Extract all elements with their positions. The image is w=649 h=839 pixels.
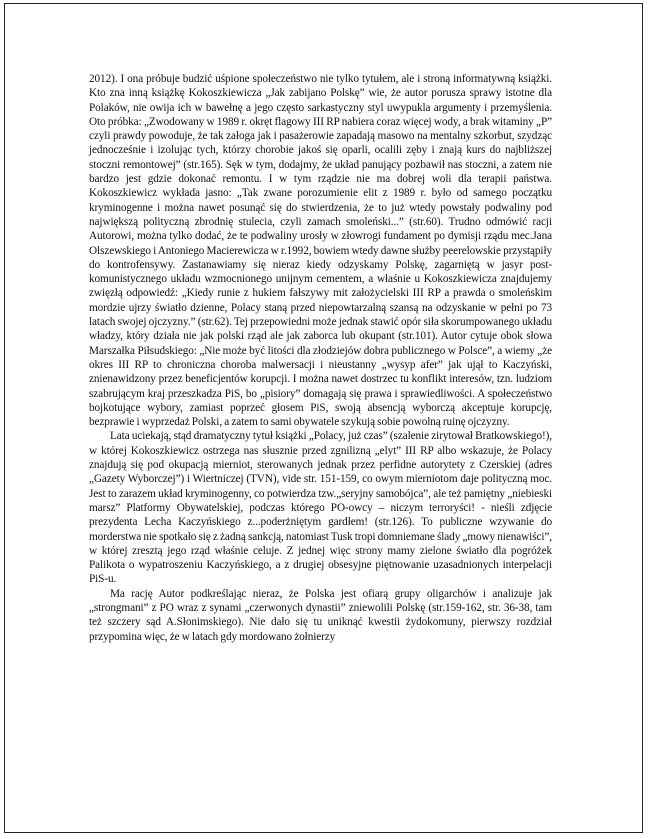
paragraph-2: Lata uciekają, stąd dramatyczny tytuł książki „Polacy, już czas” (szalenie zirytował Bratkowskiego!), w której Kokoszkiewicz ostrzega nas słusznie przed zgnilizną „elyt” III RP albo wskazuje, że Polacy znajdują się pod okupacją mierniot, sterowanych jednak przez perfidne autorytety z Czerskiej (adres „Gazety Wyborczej”) i Wiertniczej (TVN), vide str. 151-159, co owym mierniotom daje polityczną moc. Jest to zarazem układ kryminogenny, co potwierdza tzw.„seryjny samobójca”, ale też pamiętny „niebieski marsz” Platformy Obywatelskiej, podczas którego PO-owcy – niczym terroryści! - nieśli zdjęcie prezydenta Lecha Kaczyńskiego z...poderżniętym gardłem! (str.126). To publiczne wzywanie do morderstwa nie spotkało się z żadną sankcją, natomiast Tusk tropi domniemane ślady „mowy nienawiści”, w której zresztą jego rząd właśnie celuje. Z jednej więc strony mamy zielone światło dla pogróżek Palikota o wypatroszeniu Kaczyńskiego, a z drugiej obsesyjne piętnowanie uzasadnionych interpelacji PiS-u. <box>89 430 552 586</box>
paragraph-3: Ma rację Autor podkreślając nieraz, że Polska jest ofiarą grupy oligarchów i analizuje jak „strongmani” z PO wraz z synami „czerwonych dynastii” zniewolili Polskę (str.159-162, str. 36-38, tam też szczery sąd A.Słonimskiego). Nie dało się tu uniknąć kwestii żydokomuny, pierwszy rozdział przypomina więc, że w latach gdy mordowano żołnierzy <box>89 587 552 643</box>
document-body <box>89 72 552 644</box>
paragraph-1: 2012). I ona próbuje budzić uśpione społeczeństwo nie tylko tytułem, ale i stroną informatywną książki. Kto zna inną książkę Kokoszkiewicza „Jak zabijano Polskę” wie, że autor porusza sprawy istotne dla Polaków, nie owija ich w bawełnę a jego często sarkastyczny styl uwypukla argumenty i przemyślenia. Oto próbka: „Zwodowany w 1989 r. okręt flagowy III RP nabiera coraz więcej wody, a brak witaminy „P” czyli prawdy powoduje, że tak załoga jak i pasażerowie zapadają masowo na mentalny szkorbut, szydząc jednocześnie i izolując tych, którzy chorobie jakoś się oparli, ocalili zęby i znają kurs do najbliższej stoczni remontowej” (str.165). Sęk w tym, dodajmy, że układ panujący pozbawił nas stoczni, a zatem nie bardzo jest gdzie dokonać remontu. I w tym rządzie nie ma dobrej woli dla terapii państwa. Kokoszkiewicz wykłada jasno: „Tak zwane porozumienie elit z 1989 r. było od samego początku kryminogenne i można nawet posunąć się do stwierdzenia, że to już wtedy powstały podwaliny pod największą polityczną zbrodnię stulecia, czyli zamach smoleński...” (str.60). Trudno odmówić racji Autorowi, można tylko dodać, że te podwaliny urosły w złowrogi fundament po dymisji rządu mec.Jana Olszewskiego i Antoniego Macierewicza w r.1992, bowiem wtedy dawne służby peerelowskie przystąpiły do kontrofensywy. Zastanawiamy się nieraz kiedy odzyskamy Polskę, zagarniętą w jasyr post-komunistycznego układu wzmocnionego unijnym cementem, a właśnie u Kokoszkiewicza znajdujemy zwięzłą odpowiedź: „Kiedy runie z hukiem fałszywy mit założycielski III RP a prawda o smoleńskim mordzie ujrzy światło dzienne, Polacy staną przed niepowtarzalną szansą na odzyskanie w pełni po 73 latach swojej ojczyzny.” (str.62). Tej przepowiedni może jednak stawić opór siła skorumpowanego układu władzy, który działa nie jak polski rząd ale jak zaborca lub okupant (str.101). Autor cytuje obok słowa Marszałka Piłsudskiego: „Nie może być litości dla złodziejów dobra publicznego w Polsce”, a wiemy „że okres III RP to chroniczna choroba malwersacji i nieustanny „wysyp afer” jak ujął to Kaczyński, znienawidzony przez beneficjentów korupcji. I można nawet dostrzec tu konflikt interesów, tzn. ludziom szabrującym kraj przeszkadza PiS, bo „pisiory” domagają się prawa i sprawiedliwości. A społeczeństwo bojkotujące wybory, zamiast poprzeć głosem PiS, swoją absencją wyborczą akceptuje korupcję, bezprawie i wyprzedaż Polski, a zatem to sami obywatele szykują sobie powolną ruinę ojczyzny. <box>89 73 553 429</box>
